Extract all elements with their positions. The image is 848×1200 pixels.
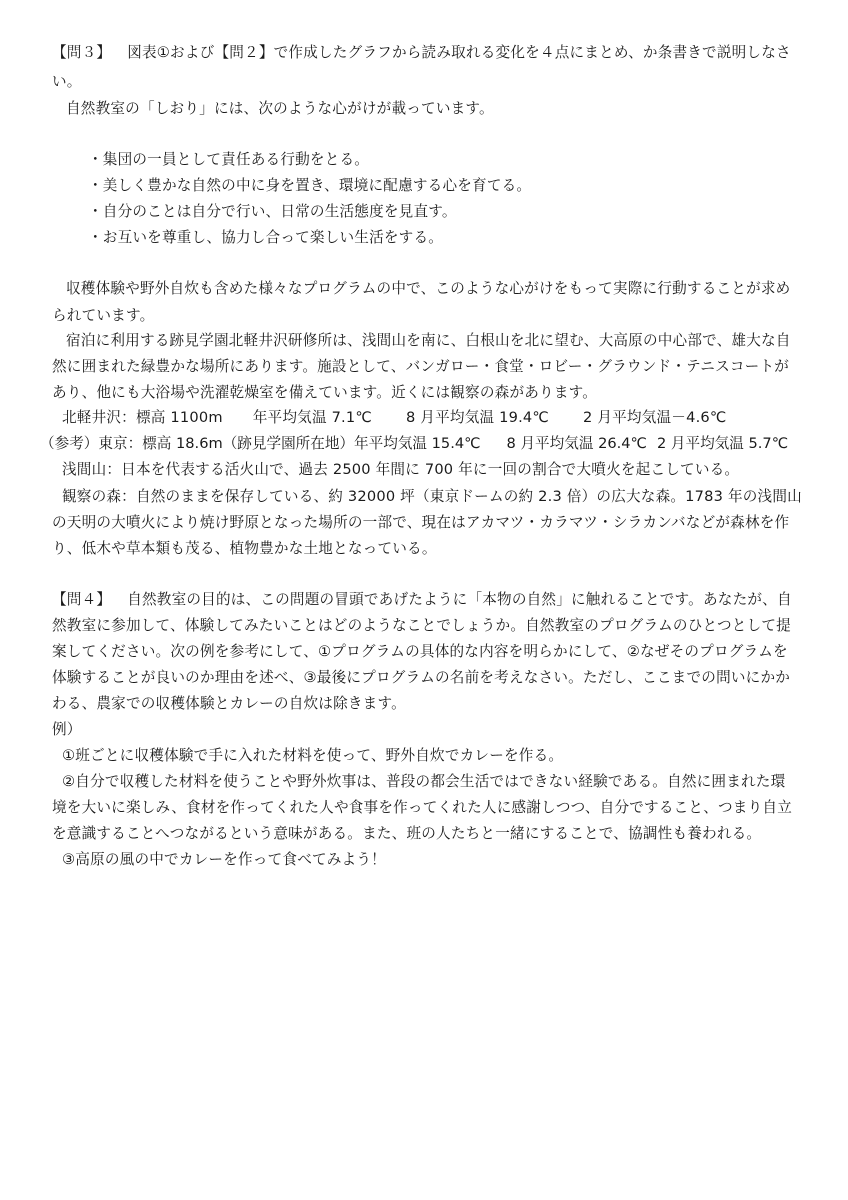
kitakaruizawa-name: 北軽井沢：標高 1100m	[62, 409, 223, 426]
q3-intro: 自然教室の「しおり」には、次のような心がけが載っています。	[66, 100, 494, 117]
q4-heading-line	[52, 590, 792, 610]
q3-heading: 【問３】	[52, 44, 112, 61]
kitakaruizawa-feb: 2 月平均気温－4.6℃	[583, 409, 727, 426]
q3-bullet-4: ・お互いを尊重し、協力し合って楽しい生活をする。	[88, 229, 444, 246]
asama-description: 浅間山：日本を代表する活火山で、過去 2500 年間に 700 年に一回の割合で大噴火を起こしている。	[62, 461, 740, 478]
tokyo-feb: 2 月平均気温 5.7℃	[656, 435, 789, 452]
forest-line2: の天明の大噴火により焼け野原となった場所の一部で、現在はアカマツ・カラマツ・シラカンバなどが森林を作	[52, 514, 790, 531]
q3-para1-line1: 収穫体験や野外自炊も含めた様々なプログラムの中で、このような心がけをもって実際に行動することが求め	[66, 280, 791, 297]
q3-para2-line3: あり、他にも大浴場や洗濯乾燥室を備えています。近くには観察の森があります。	[52, 384, 598, 401]
q3-para1-line2: られています。	[52, 307, 155, 324]
q4-text-line5: わる、農家での収穫体験とカレーの自炊は除きます。	[52, 695, 406, 712]
forest-line3: り、低木や草本類も茂る、植物豊かな土地となっている。	[52, 540, 437, 557]
example-label: 例）	[52, 721, 82, 738]
kitakaruizawa-aug: 8 月平均気温 19.4℃	[405, 409, 549, 426]
q3-text-line2: い。	[52, 73, 82, 90]
q3-bullet-3: ・自分のことは自分で行い、日常の生活態度を見直す。	[88, 203, 457, 220]
q3-para2-line1: 宿泊に利用する跡見学園北軽井沢研修所は、浅間山を南に、白根山を北に望む、大高原の中心部で、雄大な自	[66, 332, 791, 349]
q3-text-line1: 図表①および【問２】で作成したグラフから読み取れる変化を４点にまとめ、か条書きで説明しなさ	[127, 44, 791, 61]
tokyo-aug: 8 月平均気温 26.4℃	[506, 435, 647, 452]
example-2-line3: を意識することへつながるという意味がある。また、班の人たちと一緒にすることで、協調性も養われる。	[52, 825, 762, 842]
example-3: ③高原の風の中でカレーを作って食べてみよう！	[62, 851, 386, 868]
q4-text-line3: 案してください。次の例を参考にして、①プログラムの具体的な内容を明らかにして、②なぜそのプログラムを	[52, 643, 788, 660]
q4-text-line1: 自然教室の目的は、この問題の冒頭であげたように「本物の自然」に触れることです。あなたが、自	[127, 591, 792, 608]
q3-bullet-2: ・美しく豊かな自然の中に身を置き、環境に配慮する心を育てる。	[88, 177, 532, 194]
example-1: ①班ごとに収穫体験で手に入れた材料を使って、野外自炊でカレーを作る。	[62, 747, 564, 764]
example-2-line1: ②自分で収穫した材料を使うことや野外炊事は、普段の都会生活ではできない経験である。自然に囲まれた環	[62, 773, 786, 790]
tokyo-climate-row	[40, 434, 788, 454]
q4-heading: 【問４】	[52, 591, 112, 608]
kitakaruizawa-annual: 年平均気温 7.1℃	[252, 409, 372, 426]
example-2-line2: 境を大いに楽しみ、食材を作ってくれた人や食事を作ってくれた人に感謝しつつ、自分ですること、つまり自立	[52, 799, 792, 816]
q4-text-line4: 体験することが良いのか理由を述べ、③最後にプログラムの名前を考えなさい。ただし、ここまでの問いにかか	[52, 669, 791, 686]
forest-line1: 観察の森：自然のままを保存している、約 32000 坪（東京ドームの約 2.3 倍）の広大な森。1783 年の浅間山	[62, 488, 802, 505]
q3-heading-line	[52, 43, 791, 63]
q3-bullet-1: ・集団の一員として責任ある行動をとる。	[88, 151, 370, 168]
q3-para2-line2: 然に囲まれた緑豊かな場所にあります。施設として、バンガロー・食堂・ロビー・グラウンド・テニスコートが	[52, 358, 790, 375]
kitakaruizawa-climate-row	[62, 408, 727, 428]
q4-text-line2: 然教室に参加して、体験してみたいことはどのようなことでしょうか。自然教室のプログラムのひとつとして提	[52, 617, 791, 634]
tokyo-name: （参考）東京：標高 18.6m（跡見学園所在地）年平均気温 15.4℃	[40, 435, 481, 452]
